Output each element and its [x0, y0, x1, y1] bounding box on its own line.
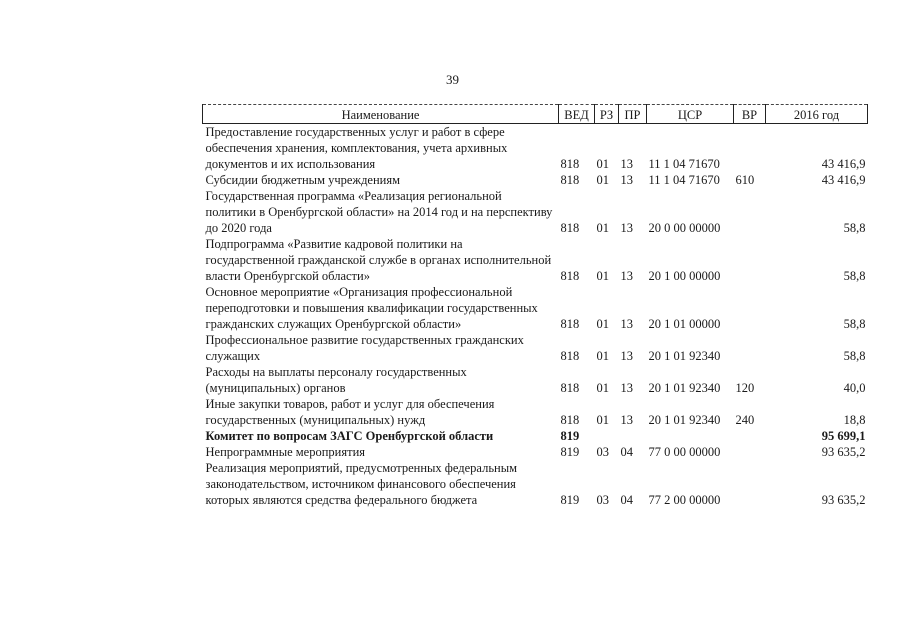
row-csr: 11 1 04 71670 — [648, 173, 720, 187]
row-ved: 818 — [560, 173, 580, 187]
row-rz: 01 — [596, 269, 609, 283]
row-rz: 01 — [596, 317, 609, 331]
row-pr: 04 — [620, 493, 633, 507]
table-header — [203, 105, 868, 124]
row-pr: 13 — [620, 413, 633, 427]
row-name: Реализация мероприятий, предусмотренных федеральным законодательством, источником финансового обеспечения которых являются средства федерального бюджета — [205, 461, 518, 507]
row-sum: 43 416,9 — [821, 157, 866, 171]
table-row — [203, 460, 868, 508]
table-row — [203, 124, 868, 173]
row-rz: 01 — [596, 381, 609, 395]
row-name: Субсидии бюджетным учреждениям — [205, 173, 401, 187]
row-name: Подпрограмма «Развитие кадровой политики на государственной гражданской службе в органах исполнительной власти Оренбургской области» — [205, 237, 552, 283]
row-sum: 58,8 — [843, 269, 866, 283]
budget-table — [202, 104, 868, 508]
row-vr — [734, 460, 766, 508]
row-name: Государственная программа «Реализация региональной политики в Оренбургской области» на 2014 год и на перспективу до 2020 года — [205, 189, 553, 235]
row-name: Основное мероприятие «Организация профессиональной переподготовки и повышения квалификации государственных гражданских служащих Оренбургской области» — [205, 285, 538, 331]
row-ved: 819 — [560, 445, 580, 459]
row-csr: 11 1 04 71670 — [648, 157, 720, 171]
row-sum: 58,8 — [843, 349, 866, 363]
row-rz: 01 — [596, 157, 609, 171]
row-ved: 818 — [560, 413, 580, 427]
page-number: 39 — [446, 72, 459, 87]
row-ved: 819 — [560, 429, 580, 443]
row-pr: 04 — [620, 445, 633, 459]
row-name: Расходы на выплаты персоналу государственных (муниципальных) органов — [205, 365, 467, 395]
row-ved: 819 — [560, 493, 580, 507]
row-csr: 20 1 00 00000 — [648, 269, 721, 283]
header-rz: РЗ — [595, 105, 619, 124]
row-pr: 13 — [620, 221, 633, 235]
table-row — [203, 444, 868, 460]
row-sum: 18,8 — [843, 413, 866, 427]
row-csr: 20 0 00 00000 — [648, 221, 721, 235]
row-sum: 40,0 — [843, 381, 866, 395]
row-name: Предоставление государственных услуг и работ в сфере обеспечения хранения, комплектования, учета архивных документов и их использования — [205, 125, 508, 171]
row-pr: 13 — [620, 173, 633, 187]
table-row — [203, 364, 868, 396]
row-csr: 20 1 01 92340 — [648, 413, 721, 427]
row-sum: 93 635,2 — [821, 445, 866, 459]
row-csr: 20 1 01 00000 — [648, 317, 721, 331]
row-vr — [734, 236, 766, 284]
row-sum: 58,8 — [843, 317, 866, 331]
row-sum: 43 416,9 — [821, 173, 866, 187]
table-row — [203, 332, 868, 364]
row-vr — [734, 284, 766, 332]
row-csr: 20 1 01 92340 — [648, 381, 721, 395]
row-vr: 610 — [735, 173, 755, 187]
header-vr: ВР — [734, 105, 766, 124]
row-ved: 818 — [560, 381, 580, 395]
row-sum: 58,8 — [843, 221, 866, 235]
row-vr — [734, 444, 766, 460]
row-pr: 13 — [620, 317, 633, 331]
table-row — [203, 188, 868, 236]
row-pr: 13 — [620, 349, 633, 363]
row-pr — [619, 428, 647, 444]
row-name: Иные закупки товаров, работ и услуг для обеспечения государственных (муниципальных) нужд — [205, 397, 495, 427]
row-name: Непрограммные мероприятия — [205, 445, 366, 459]
row-rz: 03 — [596, 493, 609, 507]
row-csr — [647, 428, 734, 444]
header-pr: ПР — [619, 105, 647, 124]
row-pr: 13 — [620, 157, 633, 171]
row-csr: 20 1 01 92340 — [648, 349, 721, 363]
row-ved: 818 — [560, 269, 580, 283]
row-vr: 120 — [735, 381, 755, 395]
table-row — [203, 396, 868, 428]
row-rz: 01 — [596, 349, 609, 363]
row-pr: 13 — [620, 269, 633, 283]
row-rz: 01 — [596, 413, 609, 427]
table-row — [203, 236, 868, 284]
table-row-total — [203, 428, 868, 444]
row-csr: 77 2 00 00000 — [648, 493, 721, 507]
row-ved: 818 — [560, 157, 580, 171]
row-vr — [734, 188, 766, 236]
header-csr: ЦСР — [647, 105, 734, 124]
row-rz: 03 — [596, 445, 609, 459]
row-vr — [734, 332, 766, 364]
row-ved: 818 — [560, 221, 580, 235]
row-rz: 01 — [596, 173, 609, 187]
row-ved: 818 — [560, 349, 580, 363]
row-sum: 95 699,1 — [821, 429, 866, 443]
row-ved: 818 — [560, 317, 580, 331]
table-row — [203, 172, 868, 188]
row-vr — [734, 428, 766, 444]
table-row — [203, 284, 868, 332]
row-rz — [595, 428, 619, 444]
row-sum: 93 635,2 — [821, 493, 866, 507]
row-name: Комитет по вопросам ЗАГС Оренбургской области — [205, 429, 494, 443]
row-name: Профессиональное развитие государственных гражданских служащих — [205, 333, 524, 363]
header-name: Наименование — [203, 105, 559, 124]
row-pr: 13 — [620, 381, 633, 395]
row-rz: 01 — [596, 221, 609, 235]
row-csr: 77 0 00 00000 — [648, 445, 721, 459]
row-vr: 240 — [735, 413, 755, 427]
header-ved: ВЕД — [559, 105, 595, 124]
header-year: 2016 год — [766, 105, 868, 124]
row-vr — [734, 124, 766, 173]
